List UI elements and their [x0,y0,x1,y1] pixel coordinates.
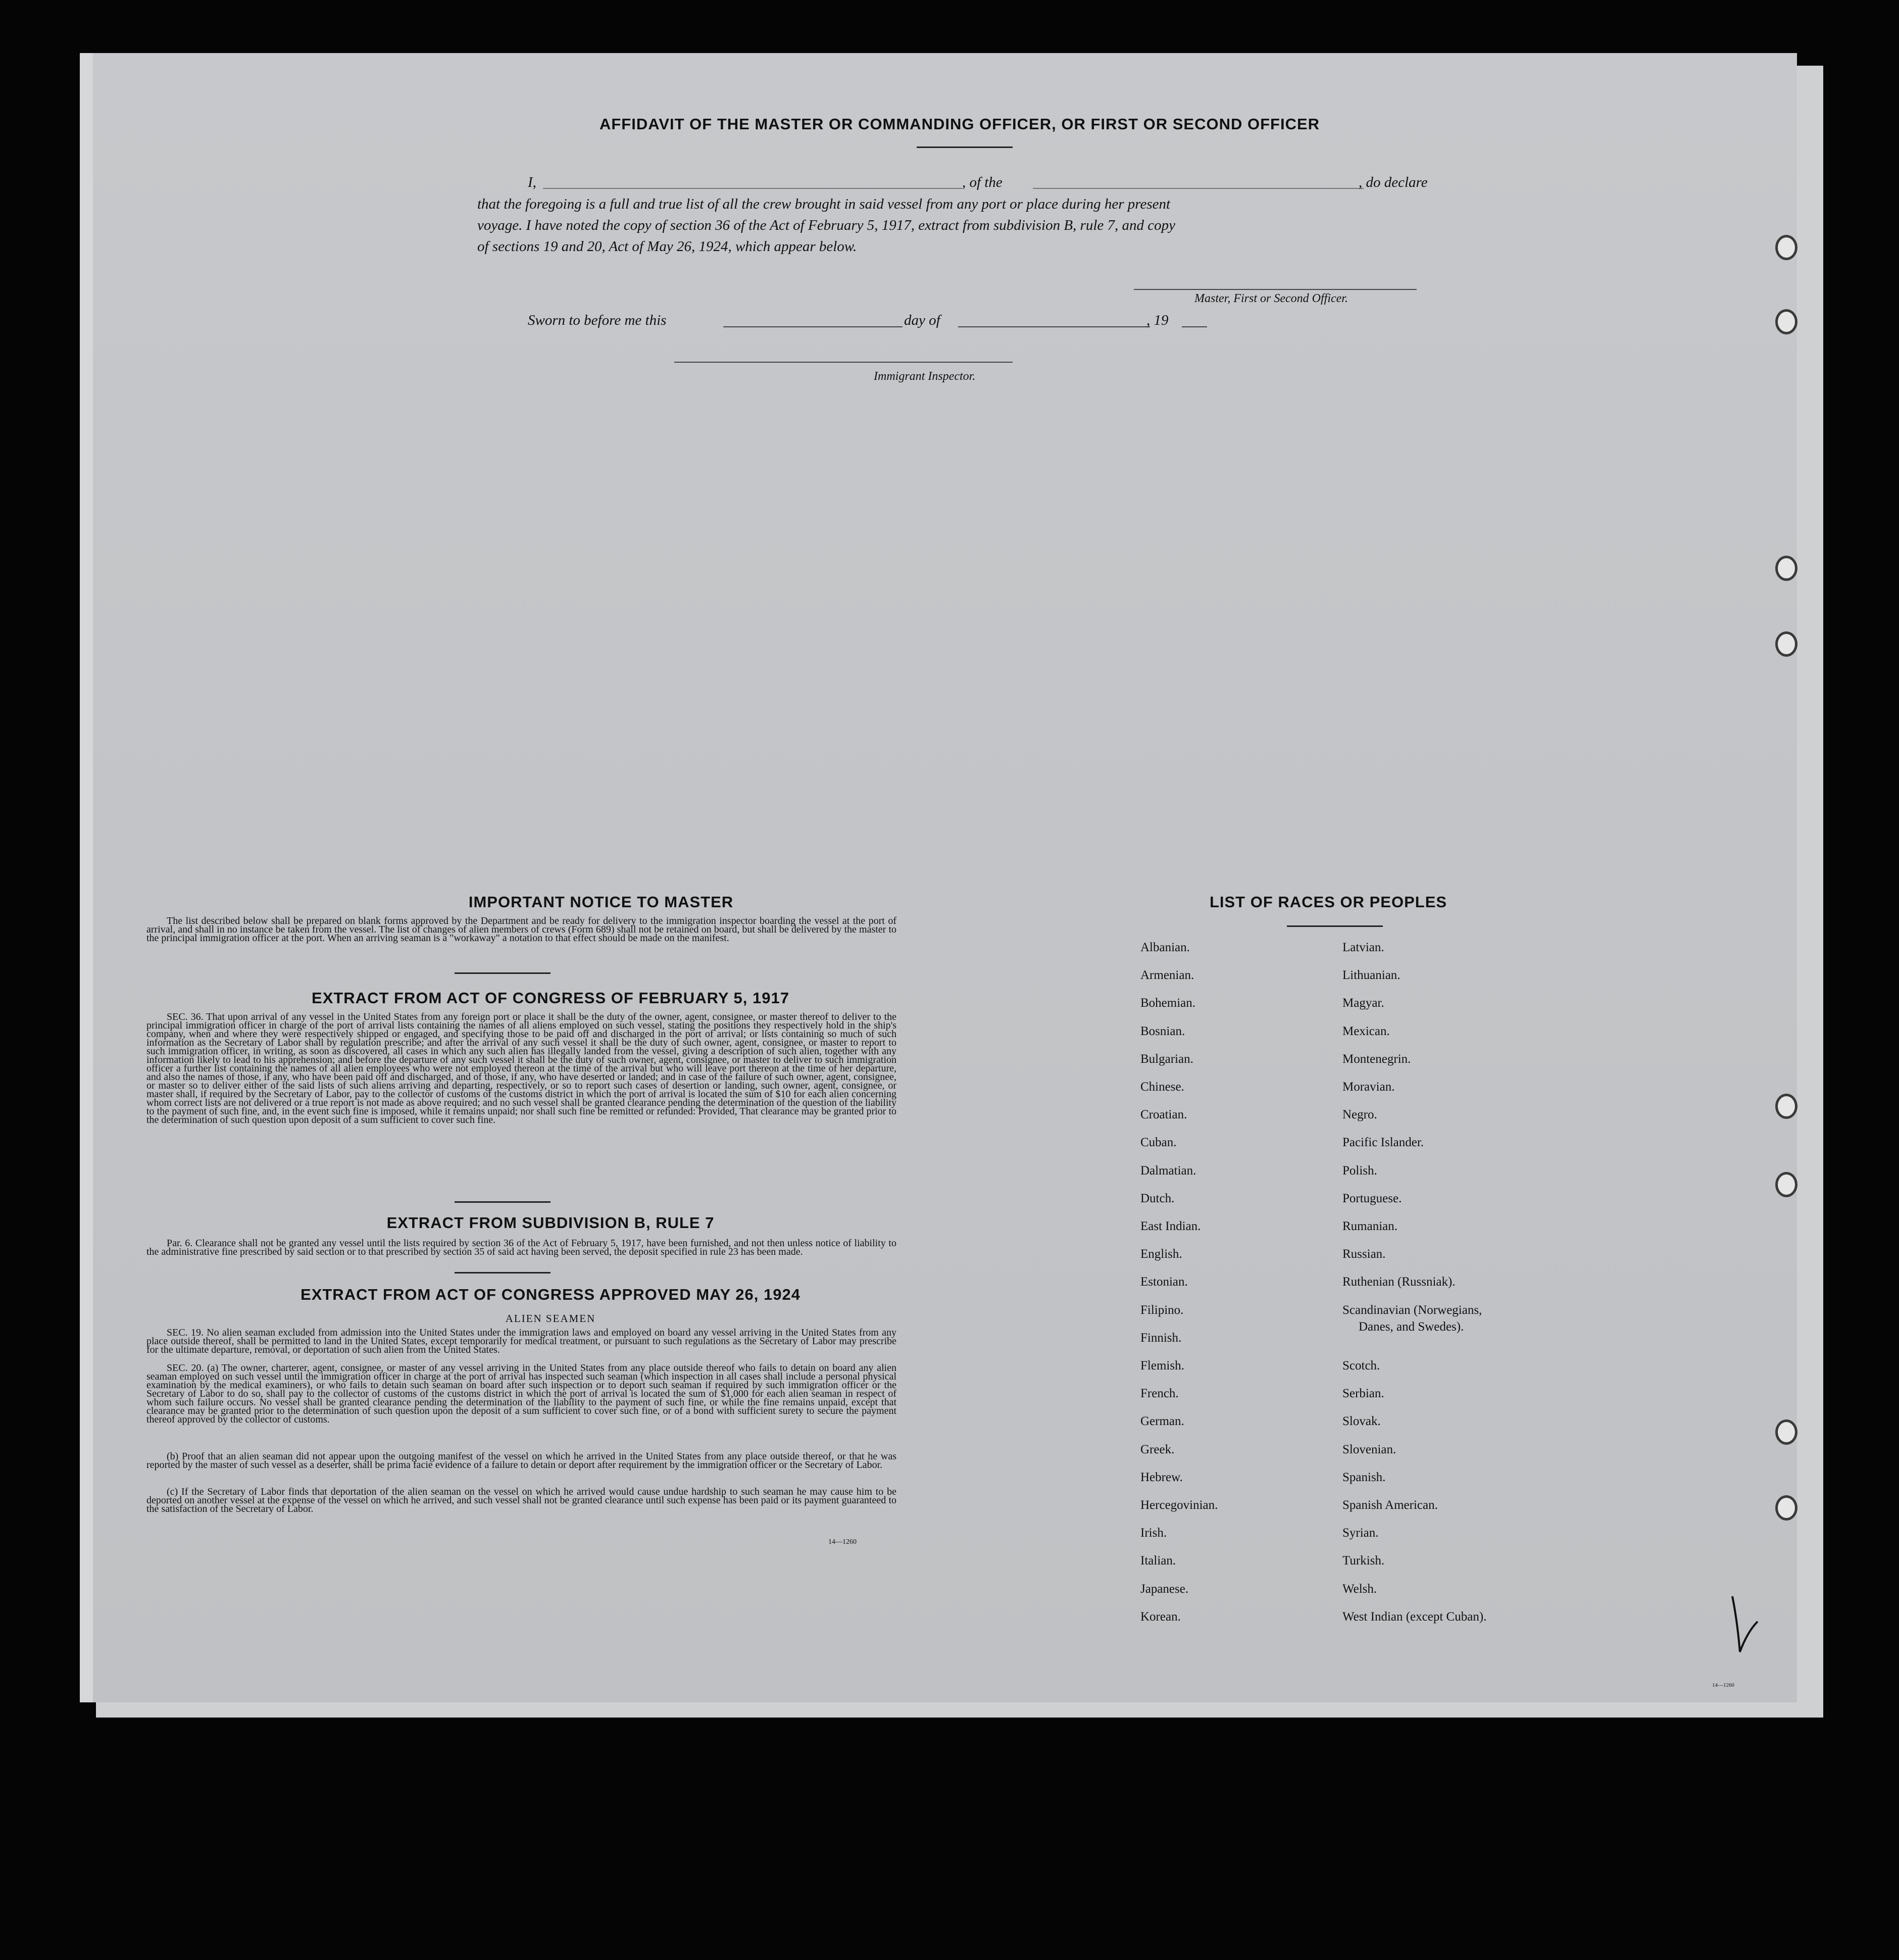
punch-hole [1775,309,1797,334]
divider [455,972,551,974]
blank-vessel [1033,188,1364,189]
race-item: Mexican. [1342,1024,1390,1038]
divider [1287,925,1383,927]
affidavit-title: AFFIDAVIT OF THE MASTER OR COMMANDING OFFICER, OR FIRST OR SECOND OFFICER [599,115,1320,133]
punch-hole [1775,1495,1797,1521]
form-number: 14—1260 [828,1538,857,1546]
alien-seamen-subtitle: ALIEN SEAMEN [505,1312,596,1325]
race-item: Montenegrin. [1342,1052,1411,1066]
punch-hole [1775,556,1797,581]
race-item: Negro. [1342,1108,1377,1122]
punch-hole [1775,1094,1797,1119]
race-item: French. [1140,1387,1179,1401]
check-mark-icon [1727,1591,1763,1662]
year-text: , 19 [1146,312,1169,328]
race-item: West Indian (except Cuban). [1342,1609,1487,1624]
sec20a-text: SEC. 20. (a) The owner, charterer, agent, consignee, or master of any vessel arriving in the United States from any place outside thereof who fails to detain on board any alien seaman employed on such vessel until the immigration officer in charge at the port of arrival has inspected such seaman (which inspection in all cases shall include a personal physical examination by the medical examiners), or who fails to detain such seaman on board after such inspection or to deport such seaman if required by such immigration officer or the Secretary of Labor to do so, shall pay to the collector of customs of the customs district in which the port of arrival is located the sum of $1,000 for each alien seaman in respect of whom such failure occurs. No vessel shall be granted clearance pending the determination of the liability to the payment of such fine, or while the fine remains unpaid, except that clearance may be granted prior to the determination of such question upon the deposit of a sum sufficient to cover such fine, or of a bond with sufficient surety to secure the payment thereof approved by the collector of customs. [146,1362,896,1425]
affidavit-i: I, [528,174,536,190]
extract-1917-text: SEC. 36. That upon arrival of any vessel in the United States from any foreign port or place it shall be the duty of the owner, agent, consignee, or master thereof to deliver to the principal immigration officer in charge of the port of arrival lists containing the names of all aliens employed on such vessel, stating the positions they respectively hold in the ship's company, when and where they were respectively shipped or engaged, and specifying those to be paid off and discharged in the port of arrival; or lists containing so much of such information as the Secretary of Labor shall by regulation prescribe; and after the arrival of any such vessel it shall be the duty of such owner, agent, consignee, or master to report to such immigration officer, in writing, as soon as discovered, all cases in which any such alien has illegally landed from the vessel, giving a description of such alien, together with any information likely to lead to his apprehension; and before the departure of any such vessel it shall be the duty of such owner, agent, consignee, or master to deliver to such immigration officer a further list containing the names of all alien employees who were not employed thereon at the time of the arrival but who will leave port thereon at the time of her departure, and also the names of those, if any, who have been paid off and discharged, and of those, if any, who have deserted or landed; and in case of the failure of such owner, agent, consignee, or master so to deliver either of the said lists of such aliens arriving and departing, respectively, or so to report such cases of desertion or landing, such owner, agent, consignee, or master shall, if required by the Secretary of Labor, pay to the collector of customs of the customs district in which the port of arrival is located the sum of $10 for each alien concerning whom correct lists are not delivered or a true report is not made as above required; and no such vessel shall be granted clearance pending the determination of the question of the liability to the payment of such fine, and, in the event such fine is imposed, while it remains unpaid; nor shall such fine be remitted or refunded: Provided, That clearance may be granted prior to the determination of such question upon deposit of a sum sufficient to cover such fine. [146,1011,896,1125]
punch-hole [1775,235,1797,260]
sec20c-text: (c) If the Secretary of Labor finds that deportation of the alien seaman on the vessel on which he arrived would cause undue hardship to such seaman he may cause him to be deported on another vessel at the expense of the vessel on which he arrived, and such vessel shall not be granted clearance until such expense has been paid or its payment guaranteed to the satisfaction of the Secretary of Labor. [146,1486,896,1514]
race-item: Albanian. [1140,941,1190,954]
blank-month [958,326,1150,327]
race-item: Scotch. [1342,1359,1380,1373]
race-item: Greek. [1140,1442,1175,1456]
race-item: Armenian. [1140,968,1194,983]
affidavit-line4: of sections 19 and 20, Act of May 26, 1924, which appear below. [477,238,857,255]
race-item: Italian. [1140,1554,1176,1568]
divider [455,1201,551,1203]
extract-1917-title: EXTRACT FROM ACT OF CONGRESS OF FEBRUARY 5, 1917 [312,989,789,1007]
race-item: Lithuanian. [1342,968,1401,983]
race-item: Japanese. [1140,1582,1189,1596]
race-item: Filipino. [1140,1303,1184,1317]
race-item: Spanish American. [1342,1498,1438,1512]
race-item: Bohemian. [1140,996,1196,1010]
race-item: Spanish. [1342,1470,1386,1484]
race-item: Welsh. [1342,1582,1377,1596]
blank-day [723,326,903,327]
inspector-signature-label: Immigrant Inspector. [874,370,976,383]
master-signature-line [1134,289,1417,290]
race-item: Polish. [1342,1163,1377,1178]
blank-name [543,188,962,189]
inspector-signature-line [674,362,1013,363]
race-item: Serbian. [1342,1387,1384,1401]
race-item: Slovak. [1342,1414,1381,1429]
corner-form-number: 14—1260 [1712,1682,1734,1688]
race-item: Rumanian. [1342,1219,1398,1233]
race-item: Hebrew. [1140,1470,1183,1484]
notice-title: IMPORTANT NOTICE TO MASTER [468,893,734,911]
race-item: Chinese. [1140,1080,1184,1094]
race-item: Bulgarian. [1140,1052,1193,1066]
race-item: Dalmatian. [1140,1163,1196,1178]
race-item: Moravian. [1342,1080,1395,1094]
notice-text: The list described below shall be prepared on blank forms approved by the Department and be ready for delivery to the immigration inspector boarding the vessel at the port of arrival, and shall in no instance be taken from the vessel. The list of changes of alien members of crews (Form 689) shall not be retained on board, but shall be delivered by the master to the principal immigration officer at the port. When an arriving seaman is a "workaway" a notation to that effect should be made on the manifest. [146,915,896,944]
sec19-text: SEC. 19. No alien seaman excluded from admission into the United States under the immigration laws and employed on board any vessel arriving in the United States from any place outside thereof, shall be permitted to land in the United States, except temporarily for medical treatment, or pursuant to such regulations as the Secretary of Labor may prescribe for the ultimate departure, removal, or deportation of such alien from the United States. [146,1327,896,1355]
affidavit-line3: voyage. I have noted the copy of section 36 of the Act of February 5, 1917, extract from subdivision B, rule 7, and copy [477,217,1176,233]
race-item: Irish. [1140,1526,1167,1540]
race-item: English. [1140,1247,1182,1261]
race-item: Ruthenian (Russniak). [1342,1275,1456,1289]
divider [917,146,1013,148]
race-item: Hercegovinian. [1140,1498,1218,1512]
race-item: Scandinavian (Norwegians, [1342,1303,1482,1317]
affidavit-of-the: , of the [962,174,1003,190]
race-item: Flemish. [1140,1359,1184,1373]
race-item: Portuguese. [1342,1191,1402,1205]
rule7-text: Par. 6. Clearance shall not be granted any vessel until the lists required by section 36 of the Act of February 5, 1917, have been furnished, and not then unless notice of liability to the administrative fine prescribed by said section or to that prescribed by section 35 of said act having been served, the deposit specified in rule 23 has been made. [146,1238,896,1257]
race-item: Pacific Islander. [1342,1136,1424,1150]
day-of-text: day of [904,312,940,328]
race-item: Slovenian. [1342,1442,1396,1456]
race-item: Bosnian. [1140,1024,1185,1038]
sec20b-text: (b) Proof that an alien seaman did not appear upon the outgoing manifest of the vessel on which he arrived in the United States from any place outside thereof, or that he was reported by the master of such vessel as a deserter, shall be prima facie evidence of a failure to detain or deport after requirement by the immigration officer or the Secretary of Labor. [146,1451,896,1471]
page-edge [80,53,93,1702]
blank-year [1182,326,1207,327]
race-item: Magyar. [1342,996,1384,1010]
punch-hole [1775,1172,1797,1197]
master-signature-label: Master, First or Second Officer. [1194,292,1348,305]
sworn-text: Sworn to before me this [528,312,667,328]
affidavit-declare: , do declare [1359,174,1428,190]
race-item: East Indian. [1140,1219,1201,1233]
race-item: Latvian. [1342,941,1384,954]
punch-hole [1775,631,1797,657]
race-item: Syrian. [1342,1526,1379,1540]
race-item: Russian. [1342,1247,1386,1261]
punch-hole [1775,1419,1797,1445]
race-item: Korean. [1140,1609,1181,1624]
race-item: German. [1140,1414,1184,1429]
rule7-title: EXTRACT FROM SUBDIVISION B, RULE 7 [386,1214,715,1232]
race-item: Croatian. [1140,1108,1187,1122]
extract-1924-title: EXTRACT FROM ACT OF CONGRESS APPROVED MAY 26, 1924 [301,1286,801,1303]
race-item: Cuban. [1140,1136,1177,1150]
race-item: Turkish. [1342,1554,1385,1568]
race-item: Danes, and Swedes). [1359,1319,1464,1334]
races-title: LIST OF RACES OR PEOPLES [1209,893,1447,911]
race-item: Estonian. [1140,1275,1188,1289]
race-item: Finnish. [1140,1331,1182,1345]
race-item: Dutch. [1140,1191,1175,1205]
divider [455,1272,551,1273]
affidavit-line2: that the foregoing is a full and true list of all the crew brought in said vessel from any port or place during her present [477,196,1171,212]
